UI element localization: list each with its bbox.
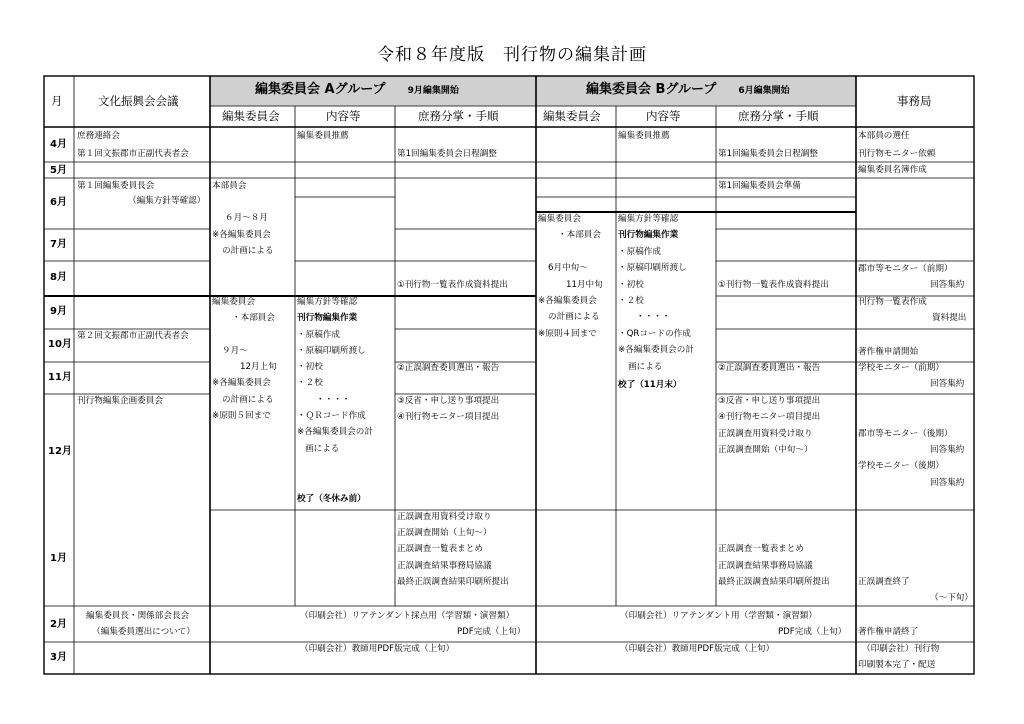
group-a-content-text: 刊行物編集作業 [297, 313, 358, 323]
group-a-committee-text: の計画による [222, 246, 274, 256]
header-bunka: 文化振興会会議 [98, 94, 179, 108]
group-a-content-text: ・２校 [297, 378, 323, 388]
jimu-text: 刊行物一覧表作成 [858, 297, 927, 307]
header-b-col1: 編集委員会 [543, 109, 601, 123]
group-a-procedure-text: ②正誤調査委員選出・報告 [397, 363, 500, 373]
group-b-name: 編集委員会 Bグループ [586, 82, 717, 97]
group-a-procedure-text: 正誤調査一覧表まとめ [397, 544, 483, 554]
group-b-procedure-text: 正誤調査用資料受け取り [718, 429, 813, 439]
group-a-content-text: 画による [305, 444, 340, 454]
header-jimukyoku: 事務局 [897, 94, 932, 108]
group-b-content-text: ・・・・ [636, 312, 671, 322]
month-label: 12月 [48, 446, 72, 457]
group-a-mar-text: （印刷会社）教師用PDF版完成（上旬） [300, 644, 455, 654]
group-b-committee-text: 11月中旬 [566, 280, 603, 290]
group-a-committee-text: 編集委員会 [212, 297, 255, 307]
group-a-content-text: 編集委員推薦 [297, 131, 349, 141]
group-b-procedure-text: 第1回編集委員会準備 [718, 181, 801, 191]
header-b-col2: 内容等 [646, 109, 681, 123]
group-a-committee-text: の計画による [222, 395, 274, 405]
group-a-committee-text: ９月～ [222, 346, 248, 356]
header-group-b [586, 84, 790, 97]
group-b-procedure-text: 第1回編集委員会日程調整 [718, 149, 818, 159]
group-b-content-text: 刊行物編集作業 [618, 230, 679, 240]
month-label: 7月 [50, 239, 67, 250]
group-b-content-text: 画による [628, 362, 663, 372]
jimu-text: 回答集約 [930, 445, 965, 455]
group-a-content-text: 編集方針等確認 [297, 297, 358, 307]
month-label: 11月 [48, 372, 72, 383]
jimu-text: 著作権申請終了 [858, 627, 919, 637]
group-b-procedure-text: ③反省・申し送り事項提出 [718, 396, 821, 406]
group-b-content-text: ・QRコードの作成 [618, 329, 691, 339]
group-b-content-text: 校了（11月末） [618, 380, 682, 390]
month-label: 10月 [48, 339, 72, 350]
jimu-text: （～下旬） [930, 593, 973, 603]
month-label: 8月 [50, 272, 67, 283]
group-a-committee-text: 本部員会 [212, 181, 247, 191]
group-a-content-text: ・・・・ [316, 395, 351, 405]
month-label: 5月 [50, 165, 67, 176]
header-month: 月 [51, 94, 63, 108]
group-a-start: 9月編集開始 [407, 86, 459, 96]
jimu-text: 学校モニター（前期） [858, 363, 944, 373]
jimu-text: 学校モニター（後期） [858, 461, 944, 471]
month-label: 9月 [50, 306, 67, 317]
month-label: 1月 [50, 553, 67, 564]
jimu-text: （印刷会社）刊行物 [862, 644, 940, 654]
group-b-committee-text: の計画による [548, 312, 600, 322]
jimu-text: 正誤調査終了 [858, 577, 910, 587]
group-b-committee-text: 6月中旬～ [548, 263, 588, 273]
group-b-committee-text: 編集委員会 [538, 214, 581, 224]
jimu-text: 回答集約 [930, 379, 965, 389]
group-a-procedure-text: 正誤調査開始（上旬～） [397, 528, 492, 538]
group-a-content-text: ・初校 [297, 362, 323, 372]
jimu-text: 郡市等モニター（前期） [858, 264, 953, 274]
group-b-content-text: ・初校 [618, 280, 644, 290]
bunka-text: 第２回文振郡市正副代表者会 [77, 331, 189, 341]
jimu-text: 印刷製本完了・配送 [858, 660, 936, 670]
group-a-content-text: ・原稿印刷所渡し [297, 346, 366, 356]
group-b-committee-text: ※各編集委員会 [538, 296, 597, 306]
group-a-committee-text: ※各編集委員会 [212, 230, 271, 240]
jimu-text: 刊行物モニター依頼 [858, 149, 936, 159]
group-b-start: 6月編集開始 [738, 86, 790, 96]
group-b-mar-text: （印刷会社）教師用PDF版完成（上旬） [620, 644, 775, 654]
header-b-col3: 庶務分掌・手順 [738, 109, 819, 123]
group-a-content-text: ※各編集委員会の計 [297, 427, 373, 437]
group-b-content-text: ・２校 [618, 296, 644, 306]
group-a-feb-text: PDF完成（上旬） [457, 627, 526, 637]
month-label: 3月 [50, 652, 67, 663]
group-b-committee-text: ※原則４回まで [538, 329, 597, 339]
group-a-committee-text: ※各編集委員会 [212, 378, 271, 388]
group-a-procedure-text: 最終正誤調査結果印刷所提出 [397, 577, 509, 587]
group-a-name: 編集委員会 Aグループ [255, 82, 386, 97]
header-a-col3: 庶務分掌・手順 [418, 109, 499, 123]
jimu-text: 郡市等モニター（後期） [858, 429, 953, 439]
group-b-procedure-text: 正誤調査結果事務局協議 [718, 561, 813, 571]
jimu-text: 編集委員名簿作成 [858, 165, 927, 175]
bunka-text: （編集委員選出について） [92, 627, 195, 637]
group-b-feb-text: （印刷会社）リアテンダント用（学習類・演習類） [620, 611, 817, 621]
group-b-procedure-text: 正誤調査開始（中旬～） [718, 445, 813, 455]
group-a-procedure-text: ①刊行物一覧表作成資料提出 [397, 280, 508, 290]
group-b-procedure-text: 最終正誤調査結果印刷所提出 [718, 577, 830, 587]
month-label: 4月 [50, 139, 67, 150]
group-a-content-text: ・原稿作成 [297, 330, 340, 340]
month-label: 2月 [50, 619, 67, 630]
bunka-text: 第１回編集委員長会 [77, 181, 155, 191]
jimu-text: 著作権申請開始 [858, 347, 919, 357]
group-a-procedure-text: ④刊行物モニター項目提出 [397, 412, 500, 422]
group-a-content-text: 校了（冬休み前） [297, 494, 366, 504]
jimu-text: 回答集約 [930, 478, 965, 488]
group-b-procedure-text: 正誤調査一覧表まとめ [718, 544, 804, 554]
group-b-committee-text: ・本部員会 [558, 230, 601, 240]
group-a-procedure-text: ③反省・申し送り事項提出 [397, 396, 500, 406]
group-b-procedure-text: ①刊行物一覧表作成資料提出 [718, 280, 829, 290]
group-a-feb-text: （印刷会社）リアテンダント採点用（学習類・演習類） [300, 611, 515, 621]
group-a-content-text: ・ＱＲコード作成 [297, 411, 366, 421]
group-a-procedure-text: 正誤調査結果事務局協議 [397, 561, 492, 571]
header-group-a [255, 84, 459, 97]
bunka-text: 第１回文振郡市正副代表者会 [77, 149, 189, 159]
group-b-content-text: ・原稿印刷所渡し [618, 263, 687, 273]
group-b-content-text: ・原稿作成 [618, 247, 661, 257]
group-a-committee-text: ６月～８月 [225, 213, 268, 223]
group-a-committee-text: ※原則５回まで [212, 411, 271, 421]
header-a-col1: 編集委員会 [222, 109, 280, 123]
group-b-procedure-text: ④刊行物モニター項目提出 [718, 412, 821, 422]
month-label: 6月 [50, 197, 67, 208]
jimu-text: 回答集約 [930, 280, 965, 290]
bunka-text: 庶務連絡会 [77, 131, 120, 141]
jimu-text: 本部員の選任 [858, 131, 910, 141]
group-a-committee-text: ・本部員会 [232, 313, 275, 323]
bunka-text: 編集委員長・関係部会長会 [86, 611, 190, 621]
group-b-content-text: 編集委員推薦 [618, 131, 670, 141]
group-a-procedure-text: 第1回編集委員会日程調整 [397, 149, 497, 159]
jimu-text: 資料提出 [932, 313, 967, 323]
group-b-feb-text: PDF完成（上旬） [778, 627, 847, 637]
group-b-content-text: 編集方針等確認 [618, 214, 679, 224]
bunka-text: （編集方針等確認） [128, 196, 206, 206]
group-b-content-text: ※各編集委員会の計 [618, 345, 694, 355]
header-a-col2: 内容等 [326, 109, 361, 123]
group-b-procedure-text: ②正誤調査委員選出・報告 [718, 363, 821, 373]
bunka-text: 刊行物編集企画委員会 [77, 396, 163, 406]
group-a-committee-text: 12月上旬 [240, 362, 277, 372]
group-a-procedure-text: 正誤調査用資料受け取り [397, 512, 492, 522]
page-title: 令和８年度版 刊行物の編集計画 [377, 45, 647, 65]
